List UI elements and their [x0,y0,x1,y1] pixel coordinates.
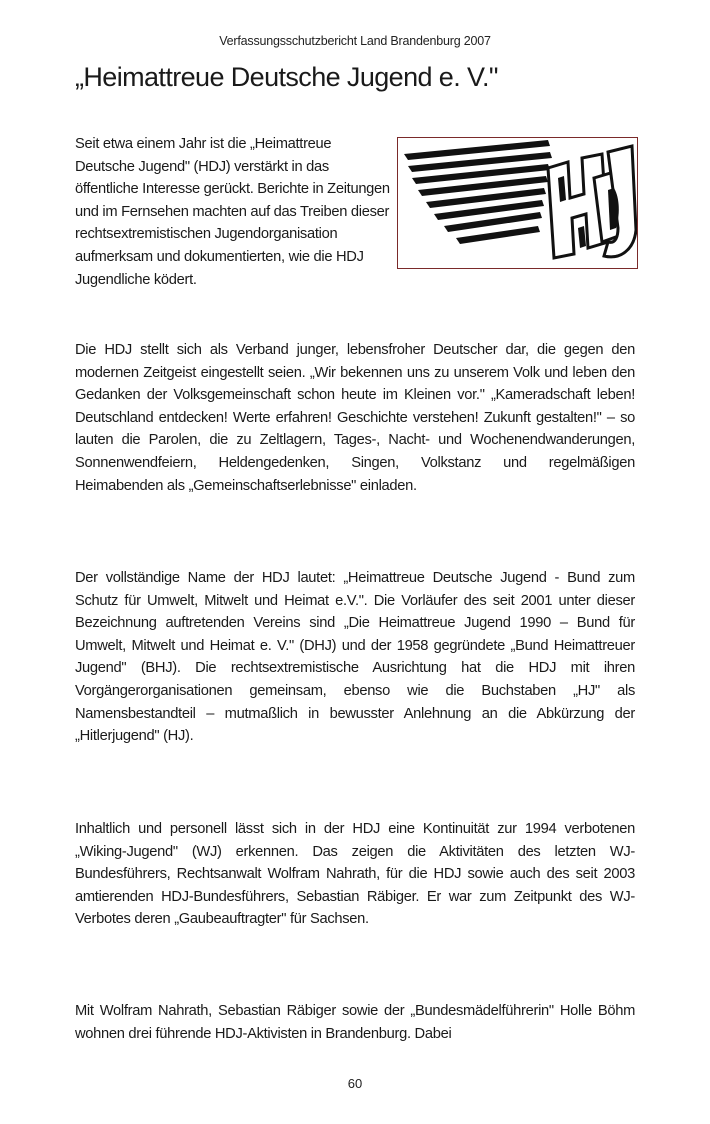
body-paragraph: Der vollständige Name der HDJ lautet: „Heimattreue Deutsche Jugend - Bund zum Schutz für Umwelt, Mitwelt und Heimat e.V.". Die Vorläufer des seit 2001 unter dieser Bezeichnung auftretenden Vereins sind „Die Heimattreue Jugend 1990 – Bund für Umwelt, Mitwelt und Heimat e. V." (DHJ) und der 1958 gegründete „Bund Heimattreuer Jugend" (BHJ). Die rechtsextremistische Ausrichtung hat die HDJ mit ihren Vorgängerorganisationen gemeinsam, ebenso wie die Buchstaben „HJ" als Namensbestandteil – mutmaßlich in bewusster Anlehnung an die Abkürzung der „Hitlerjugend" (HJ). [75,570,635,745]
hdj-logo-icon [398,138,637,268]
body-paragraph: Die HDJ stellt sich als Verband junger, lebensfroher Deutscher dar, die gegen den modernen Zeitgeist eingestellt seien. „Wir bekennen uns zu unserem Volk und leben den Gedanken der Volksgemeinschaft schon heute im Kleinen vor." „Kameradschaft leben! Deutschland entdecken! Werte erfahren! Geschichte verstehen! Zukunft gestalten!" – so lauten die Parolen, die zu Zeltlagern, Tages-, Nacht- und Wochenendwanderungen, Sonnenwendfeiern, Heldengedenken, Singen, Volkstanz und regelmäßigen Heimabenden als „Gemeinschaftserlebnisse" einladen. [75,342,635,494]
page-title: „Heimattreue Deutsche Jugend e. V." [75,62,498,92]
page-number: 60 [347,1076,363,1091]
body-paragraph: Inhaltlich und personell lässt sich in der HDJ eine Kontinuität zur 1994 verbotenen „Wiking-Jugend" (WJ) erkennen. Das zeigen die Aktivitäten des letzten WJ-Bundesführers, Rechtsanwalt Wolfram Nahrath, für die HDJ sowie auch des seit 2003 amtierenden HDJ-Bundesführers, Sebastian Räbiger. Er war zum Zeitpunkt des WJ-Verbotes deren „Gaubeauftragter" für Sachsen. [75,821,635,928]
body-paragraph: Mit Wolfram Nahrath, Sebastian Räbiger sowie der „Bundesmädelführerin" Holle Böhm wohnen drei führende HDJ-Aktivisten in Brandenburg. Dabei [75,1003,635,1042]
intro-paragraph: Seit etwa einem Jahr ist die „Heimattreue Deutsche Jugend" (HDJ) verstärkt in das öffentliche Interesse gerückt. Berichte in Zeitungen und im Fernsehen machten auf das Treiben dieser rechtsextremistischen Jugendorganisation aufmerksam und dokumentierten, wie die HDJ Jugendliche ködert. [75,136,390,288]
running-header: Verfassungsschutzbericht Land Brandenburg 2007 [219,34,491,48]
hdj-logo [397,137,638,269]
